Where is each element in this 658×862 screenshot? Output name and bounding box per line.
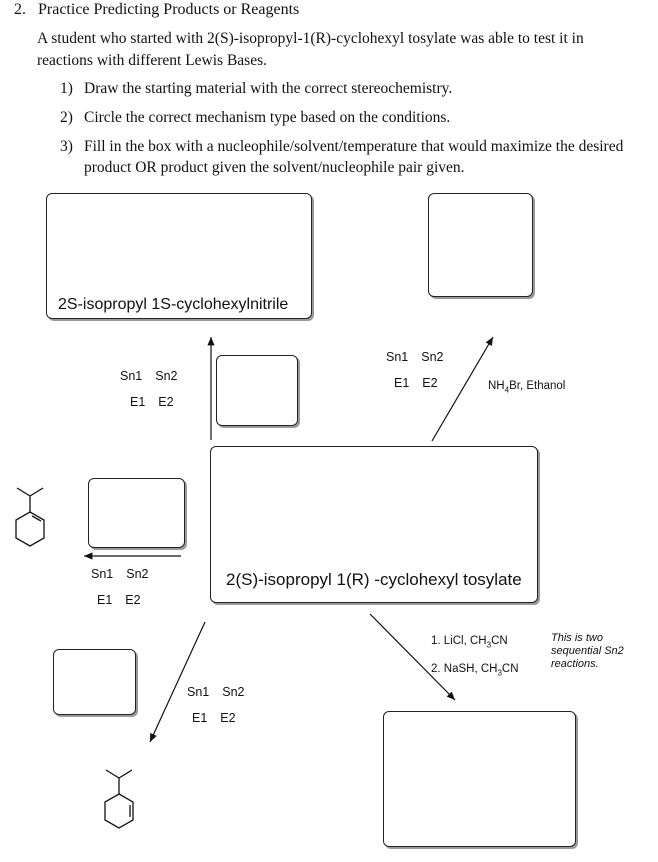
option-e2[interactable]: E2 — [220, 711, 236, 725]
alkene-structure-lower — [105, 770, 133, 828]
alkene-structure-left — [16, 488, 44, 546]
step-text: Circle the correct mechanism type based on the conditions. — [84, 109, 451, 126]
question-intro: A student who started with 2(S)-isopropyl-1(R)-cyclohexyl tosylate was able to test it in reactions with different Lewis Bases. — [37, 30, 584, 69]
question-number: 2. — [14, 1, 26, 18]
step-number: 2) — [60, 109, 73, 126]
reagent-subscript: 4 — [504, 385, 510, 395]
arrow-to-bottom-right — [370, 614, 455, 700]
question-title: Practice Predicting Products or Reagents — [38, 1, 300, 18]
option-sn1[interactable]: Sn1 — [91, 567, 114, 581]
reagent-text: 1. LiCl, CH — [431, 635, 487, 647]
option-e1[interactable]: E1 — [130, 395, 146, 409]
step-number: 3) — [60, 138, 73, 155]
step-number: 1) — [60, 80, 73, 97]
option-sn1[interactable]: Sn1 — [386, 350, 409, 364]
option-e2[interactable]: E2 — [158, 395, 174, 409]
reagent-text: CN — [491, 635, 508, 647]
option-sn2[interactable]: Sn2 — [155, 369, 178, 383]
option-sn2[interactable]: Sn2 — [222, 685, 245, 699]
starting-material-label: 2(S)-isopropyl 1(R) -cyclohexyl tosylate — [226, 570, 522, 589]
arrow-to-top-right — [432, 337, 493, 441]
reagent-subscript: 3 — [497, 668, 502, 678]
step-text: Fill in the box with a nucleophile/solvent/temperature that would maximize the desired product OR product given the solvent/nucleophile pair given. — [84, 138, 624, 176]
product-label-top-left: 2S-isopropyl 1S-cyclohexylnitrile — [58, 296, 289, 313]
option-e1[interactable]: E1 — [394, 376, 410, 390]
option-sn1[interactable]: Sn1 — [187, 685, 210, 699]
option-sn2[interactable]: Sn2 — [421, 350, 444, 364]
option-sn1[interactable]: Sn1 — [120, 369, 143, 383]
option-e2[interactable]: E2 — [125, 593, 141, 607]
reagent-text: 2. NaSH, CH — [431, 663, 498, 676]
option-e1[interactable]: E1 — [192, 711, 208, 725]
reagent-text: Br, Ethanol — [509, 380, 566, 392]
sequential-note: This is two sequential Sn2 reactions. — [551, 632, 624, 670]
arrow-to-lower-left — [150, 622, 208, 742]
option-e2[interactable]: E2 — [422, 376, 438, 390]
option-e1[interactable]: E1 — [97, 593, 113, 607]
reagent-text: CN — [501, 663, 519, 676]
step-text: Draw the starting material with the correct stereochemistry. — [84, 80, 453, 97]
option-sn2[interactable]: Sn2 — [126, 567, 149, 581]
reagent-subscript: 3 — [486, 640, 492, 650]
reagent-text: NH — [488, 380, 505, 392]
